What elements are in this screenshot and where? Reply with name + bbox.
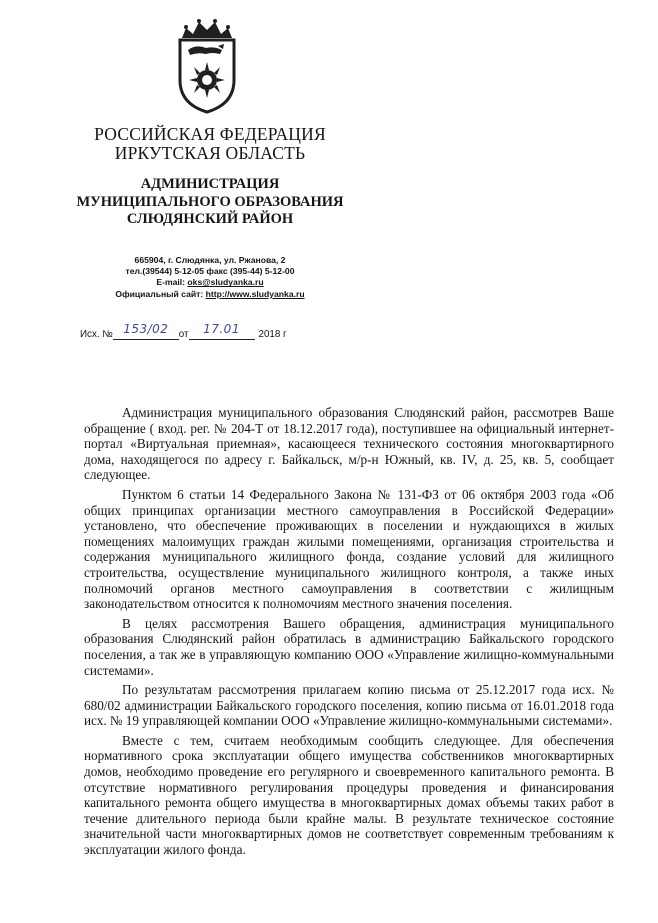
contact-block — [60, 255, 360, 300]
country-name: РОССИЙСКАЯ ФЕДЕРАЦИЯ — [94, 124, 326, 144]
coat-of-arms-emblem — [176, 18, 238, 114]
paragraph: По результатам рассмотрения прилагаем копию письма от 25.12.2017 года исх. № 680/02 администрации Байкальского городского поселения, копию письма от 16.01.2018 года исх. № 19 управляющей компании ООО «Управление жилищно-коммунальными системами». — [84, 682, 614, 729]
paragraph: Администрация муниципального образования Слюдянский район, рассмотрев Ваше обращение ( вход. рег. № 204-Т от 18.12.2017 года), поступившее на официальный интернет-портал «Виртуальная приемная», касающееся технического состояния многоквартирного дома, находящегося по адресу г. Байкальск, м/р-н Южный, кв. IV, д. 25, кв. 5, сообщает следующее. — [84, 405, 614, 483]
outgoing-from-label: от — [178, 329, 189, 340]
outgoing-label: Исх. № — [80, 329, 113, 340]
paragraph: Пунктом 6 статьи 14 Федерального Закона № 131-ФЗ от 06 октября 2003 года «Об общих принципах организации местного самоуправления в Российской Федерации» установлено, что обеспечение проживающих в поселении и нуждающихся в жилых помещениях малоимущих граждан жилыми помещениями, организация строительства и содержания муниципального жилищного фонда, создание условий для жилищного строительства, осуществление муниципального жилищного контроля, а также иных полномочий органов местного самоуправления в соответствии с жилищным законодательством относится к полномочиям местного значения поселения. — [84, 486, 614, 612]
outgoing-date-field — [189, 322, 255, 340]
outgoing-number-row — [80, 322, 287, 340]
administration-line-3: СЛЮДЯНСКИЙ РАЙОН — [126, 211, 294, 227]
outgoing-number-field — [113, 322, 179, 340]
letter-body — [84, 405, 614, 858]
outgoing-number-handwritten: 153/02 — [123, 322, 169, 336]
paragraph: В целях рассмотрения Вашего обращения, администрация муниципального образования Слюдянский район обратилась в администрацию Байкальского городского поселения, а так же в управляющую компанию ООО «Управление жилищно-коммунальными системами». — [84, 615, 614, 678]
administration-line-1: АДМИНИСТРАЦИЯ — [140, 176, 280, 192]
website-line: Официальный сайт: http://www.sludyanka.ru — [115, 288, 305, 299]
email-line: E-mail: oks@sludyanka.ru — [156, 277, 264, 288]
address-line: 665904, г. Слюдянка, ул. Ржанова, 2 — [134, 255, 286, 265]
paragraph: Вместе с тем, считаем необходимым сообщить следующее. Для обеспечения нормативного срока эксплуатации общего имущества собственников многоквартирных домов, необходимо проведение его регулярного и своевременного капитального ремонта. В отсутствие нормативного регулирования процедуры проведения и финансирования капитального ремонта общего имущества в многоквартирных домах объемы таких работ в течение длительного периода были крайне малы. В результате техническое состояние значительной части многоквартирных домов не соответствует современным требованиям к эксплуатации жилого фонда. — [84, 732, 614, 858]
administration-title — [60, 176, 360, 229]
website-link[interactable]: http://www.sludyanka.ru — [205, 288, 305, 299]
outgoing-date-handwritten: 17.01 — [203, 322, 240, 336]
region-name: ИРКУТСКАЯ ОБЛАСТЬ — [114, 143, 306, 163]
phone-line: тел.(39544) 5-12-05 факс (395-44) 5-12-00 — [125, 266, 295, 277]
outgoing-year: 2018 г — [258, 329, 287, 340]
email-link[interactable]: oks@sludyanka.ru — [187, 277, 264, 288]
administration-line-2: МУНИЦИПАЛЬНОГО ОБРАЗОВАНИЯ — [76, 193, 344, 210]
